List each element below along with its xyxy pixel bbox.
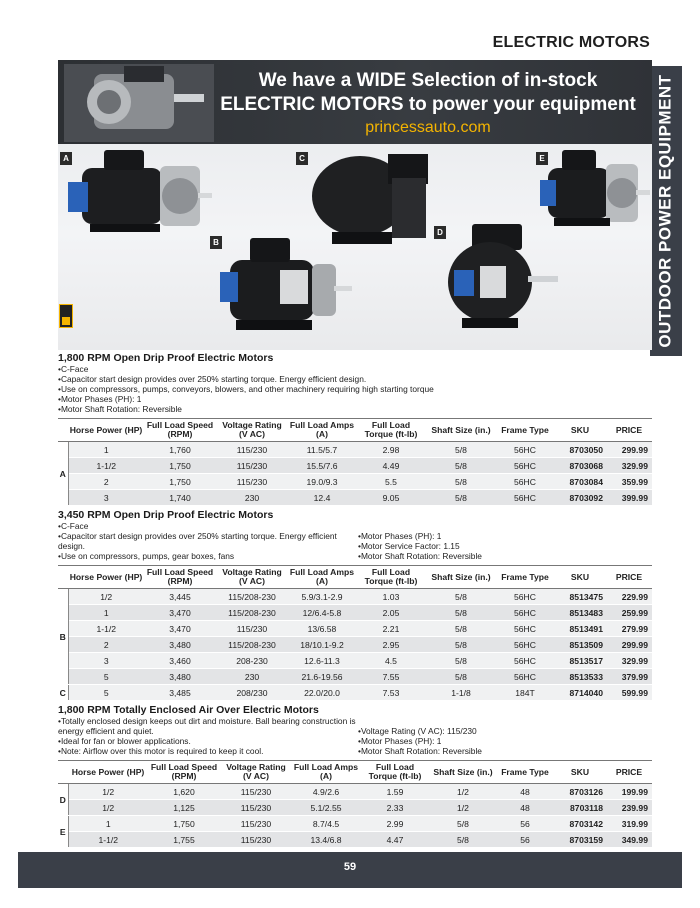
column-header: Frame Type bbox=[496, 761, 554, 784]
cell-sku: 8703142 bbox=[554, 816, 606, 832]
cell-frame: 56HC bbox=[496, 458, 554, 474]
cell-price: 329.99 bbox=[606, 458, 652, 474]
cell-frame: 56HC bbox=[496, 589, 554, 605]
section-1-bullet: •C-Face bbox=[58, 364, 89, 374]
cell-shaft: 1/2 bbox=[430, 784, 496, 800]
cell-sku: 8703084 bbox=[554, 474, 606, 490]
cell-hp: 3 bbox=[68, 490, 144, 506]
cell-amps: 12.4 bbox=[288, 490, 356, 506]
table-row bbox=[58, 621, 652, 637]
cell-sku: 8703068 bbox=[554, 458, 606, 474]
section-1-title: 1,800 RPM Open Drip Proof Electric Motors bbox=[58, 352, 274, 364]
cell-hp: 1-1/2 bbox=[68, 458, 144, 474]
cell-shaft: 5/8 bbox=[430, 832, 496, 848]
hero-product-area bbox=[58, 60, 652, 350]
section-3-bullets bbox=[58, 716, 652, 756]
cell-torque: 4.47 bbox=[360, 832, 430, 848]
cell-voltage: 230 bbox=[216, 669, 288, 685]
cell-shaft: 5/8 bbox=[426, 490, 496, 506]
table-row bbox=[58, 653, 652, 669]
cell-voltage: 115/230 bbox=[220, 816, 292, 832]
column-header: SKU bbox=[554, 419, 606, 442]
cell-frame: 48 bbox=[496, 784, 554, 800]
cell-amps: 8.7/4.5 bbox=[292, 816, 360, 832]
cell-hp: 1/2 bbox=[68, 800, 148, 816]
table-row bbox=[58, 832, 652, 848]
section-3-bullet: •Ideal for fan or blower applications. bbox=[58, 736, 191, 746]
cell-sku: 8513509 bbox=[554, 637, 606, 653]
page-footer bbox=[18, 852, 682, 888]
cell-hp: 1-1/2 bbox=[68, 621, 144, 637]
cell-hp: 1/2 bbox=[68, 589, 144, 605]
cell-amps: 21.6-19.56 bbox=[288, 669, 356, 685]
cell-torque: 2.05 bbox=[356, 605, 426, 621]
page-title: ELECTRIC MOTORS bbox=[492, 34, 650, 51]
product-label-c: C bbox=[296, 152, 308, 165]
column-header: Full Load Speed (RPM) bbox=[144, 566, 216, 589]
section-3-bullet: •Voltage Rating (V AC): 115/230 bbox=[358, 726, 477, 736]
cell-sku: 8703126 bbox=[554, 784, 606, 800]
table-header-row bbox=[58, 419, 652, 442]
cell-shaft: 5/8 bbox=[426, 621, 496, 637]
cell-shaft: 1-1/8 bbox=[426, 685, 496, 701]
group-label: C bbox=[58, 685, 68, 701]
cell-hp: 1/2 bbox=[68, 784, 148, 800]
cell-hp: 1 bbox=[68, 442, 144, 458]
cell-shaft: 5/8 bbox=[426, 669, 496, 685]
cell-price: 319.99 bbox=[606, 816, 652, 832]
section-3-table bbox=[58, 760, 652, 848]
table-row bbox=[58, 442, 652, 458]
cell-voltage: 115/230 bbox=[216, 442, 288, 458]
side-tab-label: OUTDOOR POWER EQUIPMENT bbox=[656, 74, 675, 348]
column-header: Voltage Rating (V AC) bbox=[216, 566, 288, 589]
cell-frame: 56HC bbox=[496, 669, 554, 685]
cell-shaft: 5/8 bbox=[426, 637, 496, 653]
section-3-bullet: •Note: Airflow over this motor is required to keep it cool. bbox=[58, 746, 264, 756]
motor-c-image bbox=[308, 148, 438, 254]
column-header: Full Load Torque (ft-lb) bbox=[360, 761, 430, 784]
section-3-bullet: •Motor Shaft Rotation: Reversible bbox=[358, 746, 482, 756]
cell-shaft: 5/8 bbox=[426, 653, 496, 669]
page-number: 59 bbox=[343, 861, 357, 873]
section-1-bullet: •Capacitor start design provides over 250% starting torque. Energy efficient design. bbox=[58, 374, 367, 384]
column-header: Full Load Amps (A) bbox=[292, 761, 360, 784]
cell-sku: 8513533 bbox=[554, 669, 606, 685]
cell-rpm: 3,460 bbox=[144, 653, 216, 669]
column-header: Full Load Speed (RPM) bbox=[144, 419, 216, 442]
section-1-table bbox=[58, 418, 652, 506]
catalog-content bbox=[58, 60, 652, 848]
cell-amps: 12.6-11.3 bbox=[288, 653, 356, 669]
cell-torque: 2.33 bbox=[360, 800, 430, 816]
cell-voltage: 115/230 bbox=[220, 832, 292, 848]
banner-motor-photo bbox=[64, 64, 214, 142]
cell-amps: 5.9/3.1-2.9 bbox=[288, 589, 356, 605]
cell-sku: 8714040 bbox=[554, 685, 606, 701]
column-header: Full Load Torque (ft-lb) bbox=[356, 566, 426, 589]
cell-hp: 3 bbox=[68, 653, 144, 669]
column-header: Full Load Speed (RPM) bbox=[148, 761, 220, 784]
cell-torque: 4.5 bbox=[356, 653, 426, 669]
group-label: B bbox=[58, 589, 68, 685]
table-row bbox=[58, 816, 652, 832]
cell-price: 349.99 bbox=[606, 832, 652, 848]
group-label: E bbox=[58, 816, 68, 848]
table-row bbox=[58, 474, 652, 490]
section-3-title: 1,800 RPM Totally Enclosed Air Over Electric Motors bbox=[58, 704, 319, 716]
section-1-bullet: •Use on compressors, pumps, conveyors, blowers, and other machinery requiring high starting torque bbox=[58, 384, 434, 394]
table-row bbox=[58, 490, 652, 506]
cell-frame: 56 bbox=[496, 832, 554, 848]
cell-voltage: 115/230 bbox=[216, 458, 288, 474]
column-header: Horse Power (HP) bbox=[68, 566, 144, 589]
cell-frame: 56HC bbox=[496, 605, 554, 621]
cell-torque: 2.95 bbox=[356, 637, 426, 653]
cell-shaft: 5/8 bbox=[426, 589, 496, 605]
cell-torque: 9.05 bbox=[356, 490, 426, 506]
column-header: Full Load Amps (A) bbox=[288, 566, 356, 589]
cell-torque: 2.98 bbox=[356, 442, 426, 458]
cell-amps: 22.0/20.0 bbox=[288, 685, 356, 701]
section-2-bullet: •Capacitor start design provides over 250% starting torque. Energy efficient design. bbox=[58, 531, 337, 551]
section-2-bullet: •Motor Phases (PH): 1 bbox=[358, 531, 442, 541]
cell-torque: 1.59 bbox=[360, 784, 430, 800]
section-2-bullet: •Motor Shaft Rotation: Reversible bbox=[358, 551, 482, 561]
motor-e-image bbox=[538, 146, 652, 242]
cell-sku: 8703159 bbox=[554, 832, 606, 848]
cell-sku: 8513483 bbox=[554, 605, 606, 621]
cell-rpm: 3,480 bbox=[144, 637, 216, 653]
promo-banner[interactable] bbox=[58, 60, 652, 144]
section-3-bullet: •Totally enclosed design keeps out dirt and moisture. Ball bearing construction is energy efficient and quiet. bbox=[58, 716, 356, 736]
cell-rpm: 1,750 bbox=[144, 458, 216, 474]
column-header: Shaft Size (in.) bbox=[430, 761, 496, 784]
cell-frame: 56HC bbox=[496, 474, 554, 490]
column-header: Frame Type bbox=[496, 566, 554, 589]
cell-shaft: 5/8 bbox=[426, 474, 496, 490]
cell-hp: 2 bbox=[68, 474, 144, 490]
cell-voltage: 115/208-230 bbox=[216, 637, 288, 653]
cell-voltage: 115/230 bbox=[220, 784, 292, 800]
cell-price: 259.99 bbox=[606, 605, 652, 621]
cell-frame: 56HC bbox=[496, 490, 554, 506]
cell-price: 199.99 bbox=[606, 784, 652, 800]
cell-rpm: 1,740 bbox=[144, 490, 216, 506]
cell-shaft: 1/2 bbox=[430, 800, 496, 816]
column-header: Full Load Torque (ft-lb) bbox=[356, 419, 426, 442]
cell-rpm: 1,750 bbox=[144, 474, 216, 490]
cell-torque: 2.21 bbox=[356, 621, 426, 637]
cell-amps: 12/6.4-5.8 bbox=[288, 605, 356, 621]
banner-headline-1: We have a WIDE Selection of in-stock bbox=[258, 70, 598, 91]
section-1-bullet: •Motor Phases (PH): 1 bbox=[58, 394, 142, 404]
banner-website-link[interactable]: princessauto.com bbox=[365, 119, 491, 136]
table-row bbox=[58, 605, 652, 621]
column-header: Shaft Size (in.) bbox=[426, 419, 496, 442]
section-3-bullet: •Motor Phases (PH): 1 bbox=[358, 736, 442, 746]
banner-headline-2: ELECTRIC MOTORS to power your equipment bbox=[220, 94, 636, 115]
cell-voltage: 230 bbox=[216, 490, 288, 506]
cell-shaft: 5/8 bbox=[426, 458, 496, 474]
cell-torque: 5.5 bbox=[356, 474, 426, 490]
cell-voltage: 208/230 bbox=[216, 685, 288, 701]
cell-torque: 7.53 bbox=[356, 685, 426, 701]
table-row bbox=[58, 637, 652, 653]
cell-voltage: 208-230 bbox=[216, 653, 288, 669]
cell-rpm: 1,760 bbox=[144, 442, 216, 458]
cell-voltage: 115/230 bbox=[216, 474, 288, 490]
group-label: D bbox=[58, 784, 68, 816]
cell-amps: 15.5/7.6 bbox=[288, 458, 356, 474]
cell-rpm: 3,445 bbox=[144, 589, 216, 605]
table-row bbox=[58, 669, 652, 685]
cell-price: 229.99 bbox=[606, 589, 652, 605]
cell-price: 239.99 bbox=[606, 800, 652, 816]
cell-amps: 19.0/9.3 bbox=[288, 474, 356, 490]
column-header: Frame Type bbox=[496, 419, 554, 442]
column-header: SKU bbox=[554, 761, 606, 784]
column-header: PRICE bbox=[606, 419, 652, 442]
section-2-title: 3,450 RPM Open Drip Proof Electric Motors bbox=[58, 509, 274, 521]
cell-hp: 5 bbox=[68, 669, 144, 685]
table-row bbox=[58, 800, 652, 816]
cell-hp: 1 bbox=[68, 816, 148, 832]
cell-sku: 8513517 bbox=[554, 653, 606, 669]
cell-price: 379.99 bbox=[606, 669, 652, 685]
section-1-bullet: •Motor Shaft Rotation: Reversible bbox=[58, 404, 182, 414]
table-row bbox=[58, 685, 652, 701]
cell-rpm: 3,480 bbox=[144, 669, 216, 685]
table-header-row bbox=[58, 566, 652, 589]
cell-shaft: 5/8 bbox=[426, 605, 496, 621]
table-header-row bbox=[58, 761, 652, 784]
column-header: Voltage Rating (V AC) bbox=[220, 761, 292, 784]
section-2-bullet: •Use on compressors, pumps, gear boxes, fans bbox=[58, 551, 235, 561]
column-header: Full Load Amps (A) bbox=[288, 419, 356, 442]
product-label-d: D bbox=[434, 226, 446, 239]
section-2-bullet: •Motor Service Factor: 1.15 bbox=[358, 541, 460, 551]
cell-rpm: 3,485 bbox=[144, 685, 216, 701]
cell-price: 279.99 bbox=[606, 621, 652, 637]
cell-sku: 8513475 bbox=[554, 589, 606, 605]
cell-shaft: 5/8 bbox=[430, 816, 496, 832]
cell-sku: 8513491 bbox=[554, 621, 606, 637]
cell-amps: 11.5/5.7 bbox=[288, 442, 356, 458]
cell-torque: 2.99 bbox=[360, 816, 430, 832]
cell-torque: 7.55 bbox=[356, 669, 426, 685]
cell-hp: 1-1/2 bbox=[68, 832, 148, 848]
cell-price: 299.99 bbox=[606, 637, 652, 653]
group-label: A bbox=[58, 442, 68, 506]
side-section-tab bbox=[650, 66, 682, 356]
cell-amps: 4.9/2.6 bbox=[292, 784, 360, 800]
column-header: Voltage Rating (V AC) bbox=[216, 419, 288, 442]
section-2-bullet: •C-Face bbox=[58, 521, 89, 531]
cell-price: 599.99 bbox=[606, 685, 652, 701]
cell-amps: 13/6.58 bbox=[288, 621, 356, 637]
cell-amps: 5.1/2.55 bbox=[292, 800, 360, 816]
cell-frame: 56HC bbox=[496, 442, 554, 458]
cell-amps: 13.4/6.8 bbox=[292, 832, 360, 848]
motor-a-image bbox=[64, 148, 214, 248]
cell-rpm: 1,620 bbox=[148, 784, 220, 800]
cell-sku: 8703050 bbox=[554, 442, 606, 458]
cell-price: 329.99 bbox=[606, 653, 652, 669]
column-header: Shaft Size (in.) bbox=[426, 566, 496, 589]
cell-sku: 8703118 bbox=[554, 800, 606, 816]
column-header: SKU bbox=[554, 566, 606, 589]
product-label-e: E bbox=[536, 152, 548, 165]
cell-amps: 18/10.1-9.2 bbox=[288, 637, 356, 653]
cell-voltage: 115/208-230 bbox=[216, 605, 288, 621]
cell-sku: 8703092 bbox=[554, 490, 606, 506]
cell-torque: 1.03 bbox=[356, 589, 426, 605]
cell-rpm: 3,470 bbox=[144, 621, 216, 637]
cell-hp: 1 bbox=[68, 605, 144, 621]
cell-rpm: 1,750 bbox=[148, 816, 220, 832]
cell-rpm: 3,470 bbox=[144, 605, 216, 621]
table-row bbox=[58, 458, 652, 474]
cell-torque: 4.49 bbox=[356, 458, 426, 474]
power-fist-logo-icon bbox=[59, 304, 73, 328]
cell-frame: 56HC bbox=[496, 621, 554, 637]
cell-price: 399.99 bbox=[606, 490, 652, 506]
cell-frame: 48 bbox=[496, 800, 554, 816]
cell-frame: 184T bbox=[496, 685, 554, 701]
column-header: PRICE bbox=[606, 566, 652, 589]
product-label-b: B bbox=[210, 236, 222, 249]
cell-hp: 2 bbox=[68, 637, 144, 653]
cell-rpm: 1,125 bbox=[148, 800, 220, 816]
cell-voltage: 115/230 bbox=[216, 621, 288, 637]
cell-frame: 56HC bbox=[496, 637, 554, 653]
cell-voltage: 115/208-230 bbox=[216, 589, 288, 605]
cell-price: 359.99 bbox=[606, 474, 652, 490]
table-row bbox=[58, 589, 652, 605]
section-2-bullets bbox=[58, 521, 652, 561]
cell-frame: 56HC bbox=[496, 653, 554, 669]
table-row bbox=[58, 784, 652, 800]
cell-frame: 56 bbox=[496, 816, 554, 832]
cell-voltage: 115/230 bbox=[220, 800, 292, 816]
column-header: PRICE bbox=[606, 761, 652, 784]
column-header: Horse Power (HP) bbox=[68, 761, 148, 784]
cell-rpm: 1,755 bbox=[148, 832, 220, 848]
cell-shaft: 5/8 bbox=[426, 442, 496, 458]
column-header: Horse Power (HP) bbox=[68, 419, 144, 442]
product-label-a: A bbox=[60, 152, 72, 165]
cell-hp: 5 bbox=[68, 685, 144, 701]
cell-price: 299.99 bbox=[606, 442, 652, 458]
section-2-table bbox=[58, 565, 652, 701]
